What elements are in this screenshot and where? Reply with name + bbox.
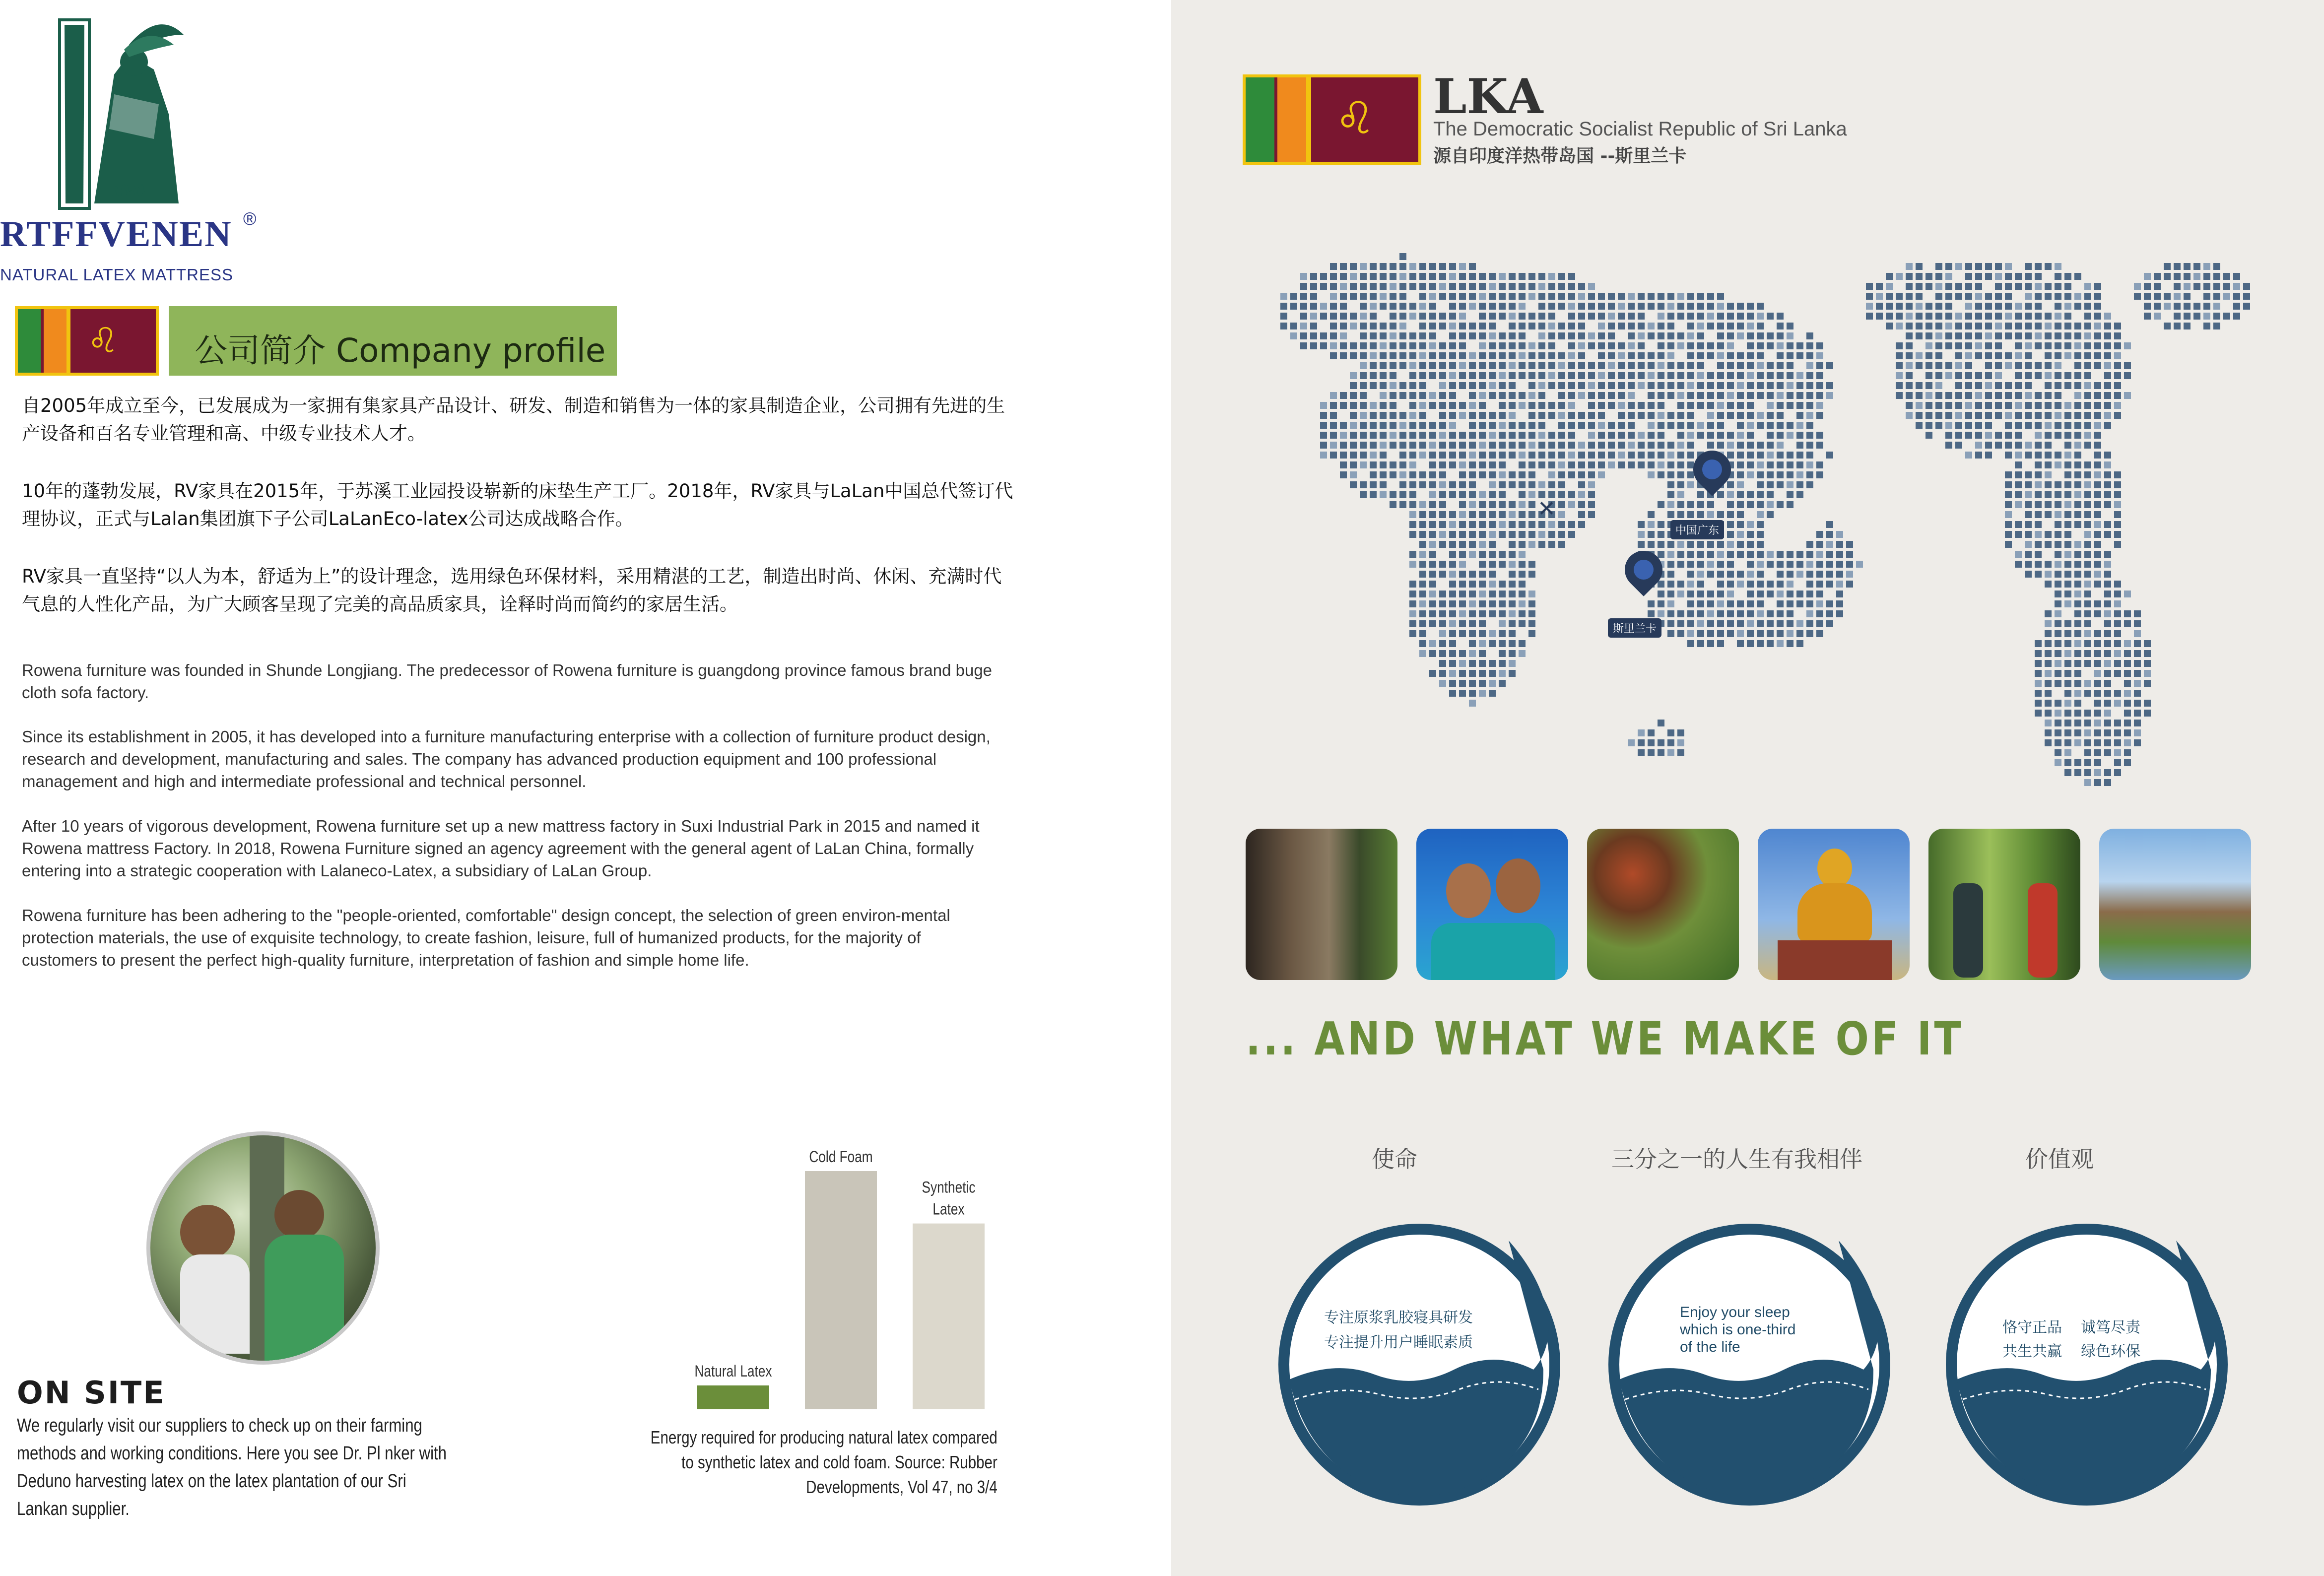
- on-site-title: ON SITE: [17, 1375, 166, 1411]
- bar-natural-latex: [697, 1385, 769, 1409]
- chart-caption: Energy required for producing natural latex compared to synthetic latex and cold foam. Source: Rubber Developments, Vol 47, no 3/4: [650, 1427, 997, 1497]
- bar-label-cold-foam: Cold Foam: [809, 1148, 873, 1166]
- value-companion-line-1: Enjoy your sleep: [1680, 1304, 1790, 1320]
- value-values-line-1: 恪守正品 诚笃尽责: [2002, 1319, 2141, 1336]
- profile-en-paragraph-1: Rowena furniture was founded in Shunde Longjiang. The predecessor of Rowena furniture is guangdong province famous brand buge cloth sofa factory.: [22, 661, 993, 702]
- bar-label-synthetic-latex: Synthetic: [922, 1179, 976, 1197]
- value-values-line-2: 共生共赢 绿色环保: [2002, 1343, 2141, 1360]
- sri-lanka-flag-icon: ♌: [15, 306, 159, 376]
- profile-en-paragraph-2: Since its establishment in 2005, it has developed into a furniture manufacturing enterprise with a collection of furniture product design, research and development, manufacturing and sales. The company has advanced production equipment and 100 professional management and high and intermediate professional and technical personnel.: [22, 727, 991, 790]
- photo-golden-buddha: [1758, 829, 1910, 980]
- registered-mark: ®: [243, 208, 257, 229]
- section-title: 公司简介 Company profile: [195, 331, 606, 370]
- profile-cn-paragraph-2: 10年的蓬勃发展，RV家具在2015年，于苏溪工业园投设崭新的床垫生产工厂。2018年，RV家具与LaLan中国总代签订代理协议，正式与Lalan集团旗下子公司LaLanEco-latex公司达成战略合作。: [22, 480, 1013, 529]
- right-page: [1171, 0, 2324, 1576]
- photo-sri-lankan-women: [1416, 829, 1568, 980]
- tagline: ... AND WHAT WE MAKE OF IT: [1246, 1012, 1964, 1065]
- map-pin-srilanka-label: 斯里兰卡: [1608, 618, 1661, 638]
- photo-latex-tapping-tree: [1246, 829, 1397, 980]
- profile-cn-paragraph-1: 自2005年成立至今，已发展成为一家拥有集家具产品设计、研发、制造和销售为一体的家具制造企业，公司拥有先进的生产设备和百名专业管理和高、中级专业技术人才。: [22, 395, 1005, 444]
- bar-synthetic-latex: [913, 1224, 985, 1409]
- photo-sigiriya-elephants: [2099, 829, 2251, 980]
- logo-year: 1940: [112, 181, 145, 199]
- value-label-mission: 使命: [1372, 1146, 1417, 1173]
- bar-label-synthetic-latex: Latex: [932, 1201, 965, 1219]
- energy-bar-chart: [635, 1126, 1022, 1424]
- value-label-companion: 三分之一的人生有我相伴: [1611, 1146, 1862, 1173]
- value-companion-line-2: which is one-third: [1680, 1321, 1796, 1338]
- photo-tea-picking: [1587, 829, 1739, 980]
- value-companion-line-3: of the life: [1680, 1339, 1740, 1355]
- country-code: LKA: [1433, 68, 1543, 125]
- bar-label-natural-latex: Natural Latex: [694, 1363, 772, 1380]
- value-circle-values: [1943, 1221, 2231, 1509]
- value-circle-companion: [1605, 1221, 1893, 1509]
- country-name-en: The Democratic Socialist Republic of Sri Lanka: [1433, 118, 1847, 140]
- value-circle-mission: [1275, 1221, 1563, 1509]
- profile-en-paragraph-4: Rowena furniture has been adhering to the "people-oriented, comfortable" design concept, the selection of green environ-mental protection materials, the use of exquisite technology, to create fashion, leisure, full of humanized products, for the majority of customers to present the perfect high-quality furniture, interpretation of fashion and simple home life.: [22, 906, 950, 969]
- on-site-photo: [146, 1131, 380, 1365]
- logo-tagline: NATURAL LATEX MATTRESS: [0, 265, 234, 284]
- map-cross-marker-icon: ✕: [1537, 497, 1556, 521]
- map-pin-china-label: 中国广东: [1670, 520, 1724, 539]
- country-name-cn: 源自印度洋热带岛国 --斯里兰卡: [1433, 146, 1687, 166]
- photo-plantation-workers: [1928, 829, 2080, 980]
- profile-cn-paragraph-3: RV家具一直坚持“以人为本，舒适为上”的设计理念，选用绿色环保材料，采用精湛的工艺，制造出时尚、休闲、充满时代气息的人性化产品，为广大顾客呈现了完美的高品质家具，诠释时尚而简约的家居生活。: [22, 566, 1002, 615]
- logo-brand-name: RTFFVENEN: [0, 214, 232, 255]
- brand-logo: [0, 10, 278, 284]
- value-label-values: 价值观: [2025, 1146, 2094, 1173]
- section-header-bar: [169, 306, 617, 376]
- sri-lanka-flag-large-icon: ♌: [1243, 74, 1421, 165]
- on-site-text: We regularly visit our suppliers to check up on their farming methods and working conditions. Here you see Dr. Pl nker with Deduno harvesting latex on the latex plantation of our Sri Lankan supplier.: [17, 1415, 447, 1519]
- value-mission-line-2: 专注提升用户睡眠素质: [1324, 1334, 1473, 1351]
- profile-en-paragraph-3: After 10 years of vigorous development, Rowena furniture set up a new mattress factory in Suxi Industrial Park in 2015 and named it Rowena mattress Factory. In 2018, Rowena Furniture signed an agency agreement with the general agent of LaLan China, formally entering into a strategic cooperation with Lalaneco-Latex, a subsidiary of LaLan Group.: [22, 817, 980, 880]
- dotted-world-map: [1236, 238, 2268, 804]
- value-mission-line-1: 专注原浆乳胶寝具研发: [1324, 1309, 1473, 1326]
- bar-cold-foam: [805, 1171, 877, 1409]
